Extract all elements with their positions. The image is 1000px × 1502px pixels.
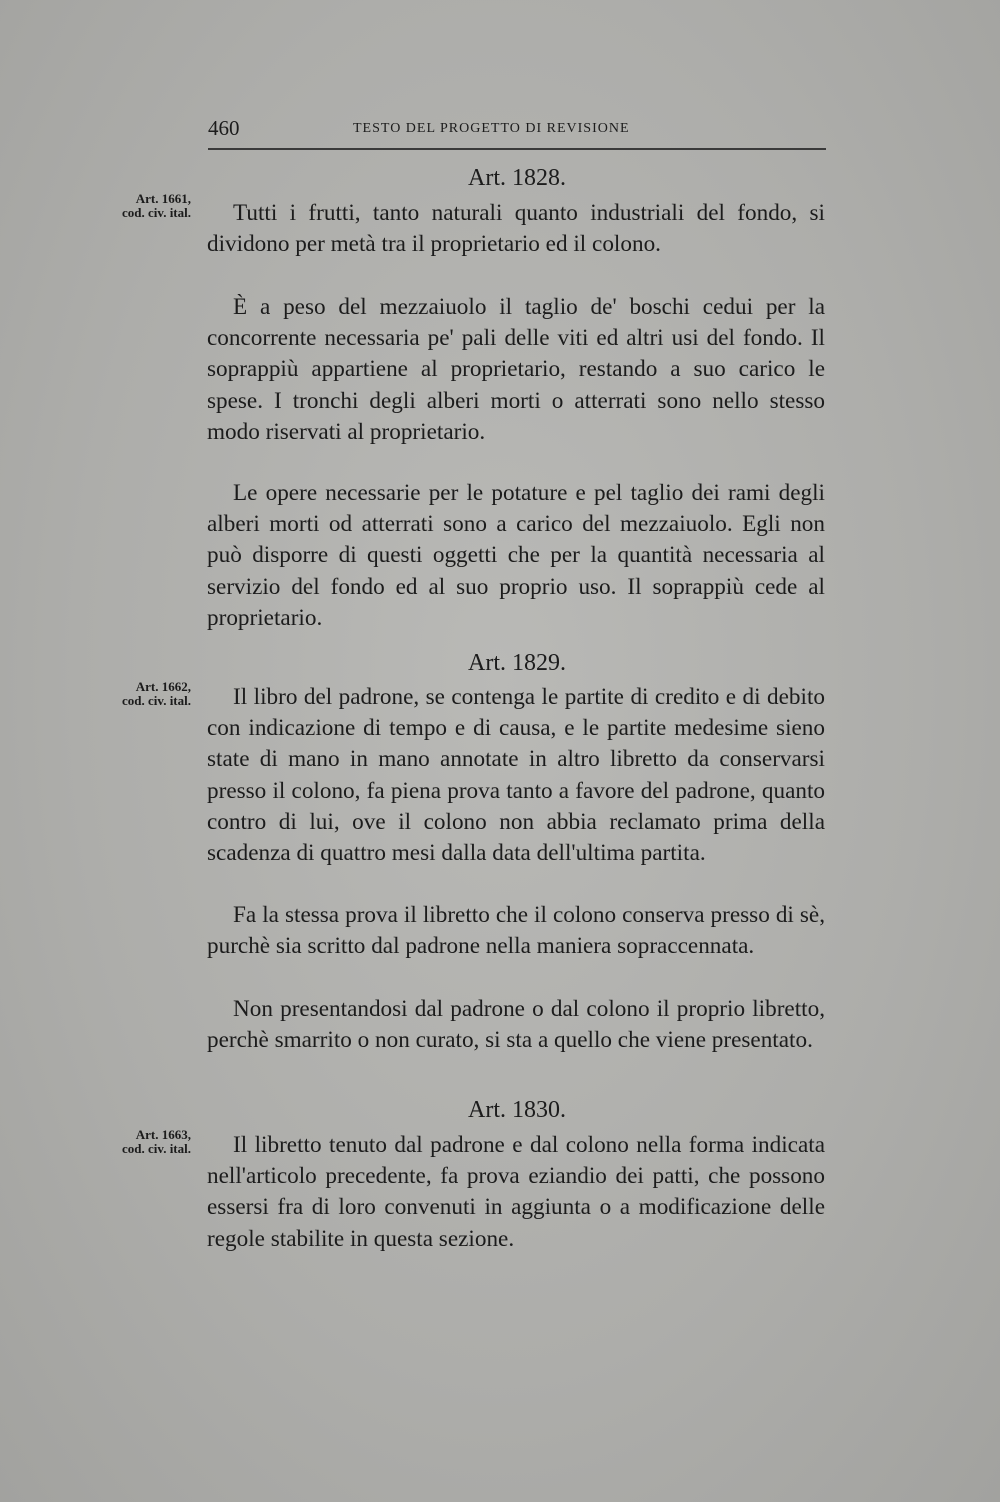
margin-note-line: Art. 1662, (135, 679, 191, 694)
margin-note-line: Art. 1661, (135, 191, 191, 206)
article-heading-1829: Art. 1829. (468, 650, 566, 676)
article-heading-1830: Art. 1830. (468, 1097, 566, 1123)
margin-note-art-1663 (96, 1128, 191, 1156)
margin-note-line: cod. civ. ital. (122, 693, 191, 708)
paragraph: Tutti i frutti, tanto naturali quanto industriali del fondo, si dividono per metà tra il proprietario ed il colono. (207, 200, 825, 258)
margin-note-art-1661 (96, 192, 191, 220)
page-number: 460 (208, 116, 240, 140)
margin-note-line: cod. civ. ital. (122, 205, 191, 220)
margin-note-line: Art. 1663, (135, 1127, 191, 1142)
margin-note-line: cod. civ. ital. (122, 1141, 191, 1156)
running-title: TESTO DEL PROGETTO DI REVISIONE (353, 121, 630, 136)
page-header (208, 112, 826, 150)
paragraph: Non presentandosi dal padrone o dal colono il proprio libretto, perchè smarrito o non curato, si sta a quello che viene presentato. (207, 996, 825, 1054)
margin-note-art-1662 (96, 680, 191, 708)
paragraph: Le opere necessarie per le potature e pel taglio dei rami degli alberi morti od atterrati sono a carico del mezzaiuolo. Egli non può disporre di questi oggetti che per la quantità necessaria al servizio del fondo ed al suo proprio uso. Il soprappiù cede al proprietario. (207, 480, 825, 631)
paragraph: Fa la stessa prova il libretto che il colono conserva presso di sè, purchè sia scritto dal padrone nella maniera sopraccennata. (207, 902, 825, 960)
paragraph: Il libretto tenuto dal padrone e dal colono nella forma indicata nell'articolo precedente, fa prova eziandio dei patti, che possono essersi fra di loro convenuti in aggiunta o a modificazione delle regole stabilite in questa sezione. (207, 1132, 825, 1252)
paragraph: Il libro del padrone, se contenga le partite di credito e di debito con indicazione di tempo e di causa, e le partite medesime sieno state di mano in mano annotate in altro libretto da conservarsi presso il colono, fa piena prova tanto a favore del padrone, quanto contro di lui, ove il colono non abbia reclamato prima della scadenza di quattro mesi dalla data dell'ultima partita. (207, 684, 825, 867)
paragraph: È a peso del mezzaiuolo il taglio de' boschi cedui per la concorrente necessaria pe' pali delle viti ed altri usi del fondo. Il soprappiù appartiene al proprietario, restando a suo carico le spese. I tronchi degli alberi morti o atterrati sono nello stesso modo riservati al proprietario. (207, 294, 825, 445)
article-heading-1828: Art. 1828. (468, 165, 566, 191)
